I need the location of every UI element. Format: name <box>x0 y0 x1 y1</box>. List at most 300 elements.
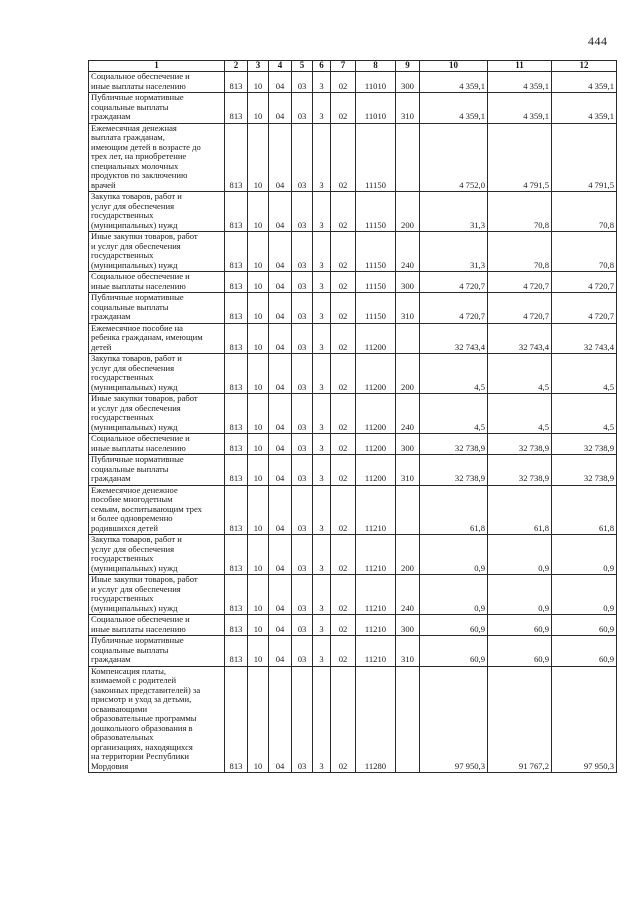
row-name-cell <box>89 615 225 636</box>
code-cell: 11200 <box>356 354 396 394</box>
row-name-line: иные выплаты населению <box>91 280 186 291</box>
code-cell: 310 <box>396 293 420 324</box>
code-cell: 11150 <box>356 272 396 293</box>
row-name-line: Социальное обеспечение и <box>91 433 190 443</box>
amount-cell: 4 359,1 <box>488 72 552 93</box>
amount-cell: 32 743,4 <box>488 323 552 354</box>
code-cell: 3 <box>313 354 331 394</box>
row-name-line: врачей <box>91 179 116 190</box>
code-cell: 10 <box>248 354 269 394</box>
code-cell: 03 <box>292 434 313 455</box>
code-cell: 11210 <box>356 535 396 575</box>
row-name-cell <box>89 123 225 192</box>
amount-cell: 4 720,7 <box>552 293 617 324</box>
row-name-line: (муниципальных) нужд <box>91 421 178 432</box>
row-name-line: и услуг для обеспечения <box>91 240 181 251</box>
row-name-line: Закупка товаров, работ и <box>91 191 182 201</box>
table-row <box>89 123 617 192</box>
row-name-cell <box>89 323 225 354</box>
code-cell: 240 <box>396 575 420 615</box>
code-cell: 04 <box>269 192 292 232</box>
amount-cell: 4 359,1 <box>488 93 552 124</box>
table-row <box>89 575 617 615</box>
code-cell: 04 <box>269 666 292 773</box>
row-name-line: присмотр и уход за детьми, <box>91 694 192 704</box>
amount-cell: 4 359,1 <box>552 93 617 124</box>
row-name-cell <box>89 93 225 124</box>
code-cell: 10 <box>248 93 269 124</box>
code-cell: 02 <box>331 232 356 272</box>
code-cell: 02 <box>331 666 356 773</box>
amount-cell: 4,5 <box>552 354 617 394</box>
amount-cell: 32 738,9 <box>552 455 617 486</box>
code-cell: 11150 <box>356 232 396 272</box>
code-cell: 3 <box>313 72 331 93</box>
code-cell: 10 <box>248 455 269 486</box>
code-cell: 10 <box>248 272 269 293</box>
code-cell <box>396 485 420 535</box>
code-cell: 10 <box>248 575 269 615</box>
code-cell: 11200 <box>356 394 396 434</box>
code-cell: 04 <box>269 535 292 575</box>
row-name-line: семьям, воспитывающим трех <box>91 503 202 514</box>
code-cell: 813 <box>225 394 248 434</box>
amount-cell: 32 738,9 <box>488 434 552 455</box>
column-header: 11 <box>488 61 552 72</box>
row-name-cell <box>89 455 225 486</box>
table-row <box>89 232 617 272</box>
column-header: 8 <box>356 61 396 72</box>
row-name-line: (муниципальных) нужд <box>91 381 178 392</box>
column-header: 9 <box>396 61 420 72</box>
amount-cell: 4,5 <box>552 394 617 434</box>
row-name-line: (муниципальных) нужд <box>91 602 178 613</box>
code-cell: 240 <box>396 394 420 434</box>
table-row <box>89 535 617 575</box>
row-name-cell <box>89 485 225 535</box>
column-header: 6 <box>313 61 331 72</box>
code-cell: 3 <box>313 394 331 434</box>
row-name-line: (муниципальных) нужд <box>91 219 178 230</box>
code-cell: 11010 <box>356 72 396 93</box>
code-cell: 3 <box>313 123 331 192</box>
row-name-line: детей <box>91 341 112 352</box>
code-cell: 3 <box>313 455 331 486</box>
row-name-line: Социальное обеспечение и <box>91 271 190 281</box>
amount-cell: 70,8 <box>488 192 552 232</box>
row-name-line: Иные закупки товаров, работ <box>91 231 198 241</box>
column-header: 5 <box>292 61 313 72</box>
code-cell: 10 <box>248 192 269 232</box>
code-cell: 11150 <box>356 192 396 232</box>
code-cell <box>396 123 420 192</box>
amount-cell: 0,9 <box>552 535 617 575</box>
amount-cell: 0,9 <box>488 575 552 615</box>
code-cell: 11010 <box>356 93 396 124</box>
table-row <box>89 293 617 324</box>
page-number: 444 <box>588 34 608 48</box>
column-header: 7 <box>331 61 356 72</box>
code-cell: 3 <box>313 666 331 773</box>
code-cell: 04 <box>269 434 292 455</box>
amount-cell: 4 720,7 <box>488 293 552 324</box>
code-cell: 11280 <box>356 666 396 773</box>
amount-cell: 4,5 <box>420 354 488 394</box>
table-row <box>89 615 617 636</box>
code-cell: 3 <box>313 293 331 324</box>
column-header: 4 <box>269 61 292 72</box>
code-cell: 10 <box>248 72 269 93</box>
code-cell: 813 <box>225 666 248 773</box>
amount-cell: 0,9 <box>420 575 488 615</box>
table-row <box>89 354 617 394</box>
amount-cell: 70,8 <box>488 232 552 272</box>
amount-cell: 60,9 <box>552 615 617 636</box>
row-name-line: социальные выплаты <box>91 463 169 474</box>
code-cell: 02 <box>331 293 356 324</box>
row-name-line: Закупка товаров, работ и <box>91 353 182 363</box>
row-name-line: осваивающими <box>91 703 148 714</box>
row-name-cell <box>89 434 225 455</box>
row-name-line: Компенсация платы, <box>91 666 167 676</box>
row-name-cell <box>89 535 225 575</box>
row-name-line: Мордовия <box>91 760 129 771</box>
code-cell: 02 <box>331 455 356 486</box>
amount-cell: 4 359,1 <box>552 72 617 93</box>
code-cell: 03 <box>292 72 313 93</box>
amount-cell: 4 359,1 <box>420 72 488 93</box>
code-cell: 03 <box>292 394 313 434</box>
code-cell: 03 <box>292 232 313 272</box>
row-name-line: Социальное обеспечение и <box>91 614 190 624</box>
code-cell: 11210 <box>356 636 396 667</box>
row-name-cell <box>89 354 225 394</box>
table-row <box>89 272 617 293</box>
code-cell: 3 <box>313 535 331 575</box>
code-cell: 813 <box>225 323 248 354</box>
code-cell: 10 <box>248 232 269 272</box>
amount-cell: 4,5 <box>488 394 552 434</box>
row-name-line: дошкольного образования в <box>91 722 193 733</box>
row-name-line: государственных <box>91 210 154 220</box>
row-name-line: Закупка товаров, работ и <box>91 534 182 544</box>
code-cell: 300 <box>396 272 420 293</box>
amount-cell: 0,9 <box>420 535 488 575</box>
table-row <box>89 72 617 93</box>
code-cell: 310 <box>396 455 420 486</box>
code-cell: 02 <box>331 354 356 394</box>
amount-cell: 97 950,3 <box>420 666 488 773</box>
amount-cell: 70,8 <box>552 232 617 272</box>
code-cell: 04 <box>269 636 292 667</box>
row-name-line: услуг для обеспечения <box>91 543 175 554</box>
code-cell: 04 <box>269 123 292 192</box>
table-body <box>89 72 617 773</box>
code-cell: 02 <box>331 192 356 232</box>
row-name-line: Публичные нормативные <box>91 635 184 645</box>
amount-cell: 70,8 <box>552 192 617 232</box>
code-cell: 310 <box>396 93 420 124</box>
row-name-line: государственных <box>91 372 154 382</box>
code-cell: 02 <box>331 535 356 575</box>
code-cell: 10 <box>248 394 269 434</box>
row-name-line: и более одновременно <box>91 513 173 523</box>
row-name-line: социальные выплаты <box>91 644 169 655</box>
amount-cell: 61,8 <box>488 485 552 535</box>
row-name-line: гражданам <box>91 473 131 483</box>
row-name-line: государственных <box>91 412 154 422</box>
row-name-cell <box>89 666 225 773</box>
code-cell: 310 <box>396 636 420 667</box>
code-cell: 04 <box>269 394 292 434</box>
code-cell: 02 <box>331 72 356 93</box>
code-cell: 11210 <box>356 575 396 615</box>
amount-cell: 60,9 <box>488 636 552 667</box>
code-cell: 3 <box>313 93 331 124</box>
amount-cell: 60,9 <box>420 636 488 667</box>
row-name-cell <box>89 575 225 615</box>
code-cell: 03 <box>292 666 313 773</box>
code-cell: 11210 <box>356 615 396 636</box>
row-name-line: Публичные нормативные <box>91 292 184 302</box>
row-name-line: на территории Республики <box>91 751 190 761</box>
row-name-line: социальные выплаты <box>91 101 169 112</box>
code-cell: 3 <box>313 575 331 615</box>
code-cell: 03 <box>292 192 313 232</box>
code-cell <box>396 666 420 773</box>
code-cell: 02 <box>331 636 356 667</box>
code-cell: 04 <box>269 455 292 486</box>
column-header: 10 <box>420 61 488 72</box>
amount-cell: 4 359,1 <box>420 93 488 124</box>
amount-cell: 4 720,7 <box>488 272 552 293</box>
code-cell: 3 <box>313 323 331 354</box>
code-cell: 04 <box>269 72 292 93</box>
column-header: 12 <box>552 61 617 72</box>
row-name-line: социальные выплаты <box>91 301 169 312</box>
code-cell: 11210 <box>356 485 396 535</box>
row-name-line: гражданам <box>91 111 131 121</box>
code-cell: 200 <box>396 354 420 394</box>
amount-cell: 32 738,9 <box>420 455 488 486</box>
code-cell: 300 <box>396 615 420 636</box>
row-name-line: образовательные программы <box>91 713 197 723</box>
row-name-line: иные выплаты населению <box>91 623 186 634</box>
code-cell: 03 <box>292 293 313 324</box>
code-cell: 813 <box>225 123 248 192</box>
column-header: 2 <box>225 61 248 72</box>
code-cell: 10 <box>248 636 269 667</box>
row-name-line: трех лет, на приобретение <box>91 151 187 161</box>
table-row <box>89 93 617 124</box>
code-cell: 240 <box>396 232 420 272</box>
code-cell: 03 <box>292 93 313 124</box>
code-cell: 10 <box>248 615 269 636</box>
row-name-line: Ежемесячное пособие на <box>91 323 183 333</box>
code-cell: 02 <box>331 485 356 535</box>
row-name-line: иные выплаты населению <box>91 80 186 91</box>
code-cell: 813 <box>225 575 248 615</box>
code-cell: 300 <box>396 434 420 455</box>
row-name-line: организациях, находящихся <box>91 741 193 752</box>
amount-cell: 60,9 <box>552 636 617 667</box>
code-cell: 10 <box>248 323 269 354</box>
row-name-line: Ежемесячное денежное <box>91 485 178 495</box>
code-cell: 10 <box>248 666 269 773</box>
code-cell: 03 <box>292 354 313 394</box>
code-cell: 813 <box>225 615 248 636</box>
code-cell: 813 <box>225 636 248 667</box>
amount-cell: 32 738,9 <box>488 455 552 486</box>
code-cell: 813 <box>225 354 248 394</box>
row-name-cell <box>89 272 225 293</box>
code-cell: 11200 <box>356 323 396 354</box>
row-name-line: иные выплаты населению <box>91 442 186 453</box>
code-cell: 02 <box>331 323 356 354</box>
code-cell: 04 <box>269 485 292 535</box>
code-cell: 813 <box>225 232 248 272</box>
code-cell: 03 <box>292 272 313 293</box>
code-cell: 03 <box>292 455 313 486</box>
row-name-line: пособие многодетным <box>91 494 173 504</box>
row-name-line: родившихся детей <box>91 522 158 533</box>
amount-cell: 4 720,7 <box>420 272 488 293</box>
amount-cell: 4 791,5 <box>488 123 552 192</box>
code-cell: 813 <box>225 93 248 124</box>
row-name-line: (законных представителей) за <box>91 684 201 695</box>
row-name-line: ребенка гражданам, имеющим <box>91 332 203 342</box>
amount-cell: 60,9 <box>420 615 488 636</box>
row-name-line: Публичные нормативные <box>91 92 184 102</box>
row-name-line: (муниципальных) нужд <box>91 259 178 270</box>
code-cell: 3 <box>313 615 331 636</box>
code-cell: 200 <box>396 192 420 232</box>
code-cell: 04 <box>269 354 292 394</box>
table-row <box>89 434 617 455</box>
code-cell: 3 <box>313 434 331 455</box>
code-cell: 03 <box>292 615 313 636</box>
code-cell: 813 <box>225 535 248 575</box>
row-name-line: имеющим детей в возрасте до <box>91 141 201 152</box>
amount-cell: 31,3 <box>420 232 488 272</box>
row-name-line: государственных <box>91 593 154 603</box>
code-cell: 10 <box>248 535 269 575</box>
amount-cell: 4,5 <box>420 394 488 434</box>
amount-cell: 4 791,5 <box>552 123 617 192</box>
amount-cell: 60,9 <box>488 615 552 636</box>
code-cell: 11200 <box>356 455 396 486</box>
code-cell: 11150 <box>356 293 396 324</box>
code-cell: 3 <box>313 232 331 272</box>
code-cell: 02 <box>331 123 356 192</box>
code-cell: 03 <box>292 323 313 354</box>
table-row <box>89 666 617 773</box>
code-cell: 04 <box>269 93 292 124</box>
code-cell: 02 <box>331 575 356 615</box>
code-cell: 813 <box>225 72 248 93</box>
row-name-line: государственных <box>91 250 154 260</box>
row-name-line: Ежемесячная денежная <box>91 123 177 133</box>
amount-cell: 4,5 <box>488 354 552 394</box>
budget-table <box>88 60 617 773</box>
code-cell: 02 <box>331 272 356 293</box>
amount-cell: 32 743,4 <box>420 323 488 354</box>
code-cell: 02 <box>331 434 356 455</box>
code-cell: 02 <box>331 615 356 636</box>
table-row <box>89 485 617 535</box>
amount-cell: 32 738,9 <box>552 434 617 455</box>
row-name-line: специальных молочных <box>91 160 179 171</box>
code-cell: 3 <box>313 485 331 535</box>
column-header: 3 <box>248 61 269 72</box>
code-cell: 10 <box>248 293 269 324</box>
row-name-line: Иные закупки товаров, работ <box>91 574 198 584</box>
code-cell: 04 <box>269 272 292 293</box>
code-cell: 3 <box>313 272 331 293</box>
table-row <box>89 323 617 354</box>
row-name-line: гражданам <box>91 654 131 664</box>
amount-cell: 97 950,3 <box>552 666 617 773</box>
code-cell: 04 <box>269 323 292 354</box>
row-name-cell <box>89 232 225 272</box>
amount-cell: 91 767,2 <box>488 666 552 773</box>
row-name-cell <box>89 394 225 434</box>
code-cell: 02 <box>331 93 356 124</box>
amount-cell: 32 738,9 <box>420 434 488 455</box>
amount-cell: 4 720,7 <box>552 272 617 293</box>
amount-cell: 0,9 <box>488 535 552 575</box>
row-name-line: Иные закупки товаров, работ <box>91 393 198 403</box>
row-name-line: и услуг для обеспечения <box>91 583 181 594</box>
code-cell: 10 <box>248 485 269 535</box>
code-cell: 03 <box>292 636 313 667</box>
code-cell: 11200 <box>356 434 396 455</box>
column-header: 1 <box>89 61 225 72</box>
code-cell: 300 <box>396 72 420 93</box>
code-cell: 03 <box>292 485 313 535</box>
code-cell: 10 <box>248 123 269 192</box>
amount-cell: 31,3 <box>420 192 488 232</box>
amount-cell: 32 743,4 <box>552 323 617 354</box>
code-cell: 813 <box>225 293 248 324</box>
code-cell: 3 <box>313 192 331 232</box>
code-cell <box>396 323 420 354</box>
row-name-line: Социальное обеспечение и <box>91 71 190 81</box>
code-cell: 04 <box>269 293 292 324</box>
row-name-line: взимаемой с родителей <box>91 675 177 685</box>
code-cell: 813 <box>225 485 248 535</box>
row-name-line: (муниципальных) нужд <box>91 562 178 573</box>
row-name-line: выплата гражданам, <box>91 132 165 142</box>
row-name-line: и услуг для обеспечения <box>91 402 181 413</box>
code-cell: 813 <box>225 455 248 486</box>
table-row <box>89 394 617 434</box>
code-cell: 10 <box>248 434 269 455</box>
row-name-line: продуктов по заключению <box>91 170 188 180</box>
row-name-line: услуг для обеспечения <box>91 362 175 373</box>
row-name-line: государственных <box>91 553 154 563</box>
row-name-line: образовательных <box>91 732 154 742</box>
row-name-line: услуг для обеспечения <box>91 200 175 211</box>
code-cell: 04 <box>269 575 292 615</box>
code-cell: 04 <box>269 615 292 636</box>
amount-cell: 4 752,0 <box>420 123 488 192</box>
code-cell: 03 <box>292 535 313 575</box>
code-cell: 813 <box>225 434 248 455</box>
row-name-cell <box>89 192 225 232</box>
table-row <box>89 455 617 486</box>
row-name-cell <box>89 72 225 93</box>
